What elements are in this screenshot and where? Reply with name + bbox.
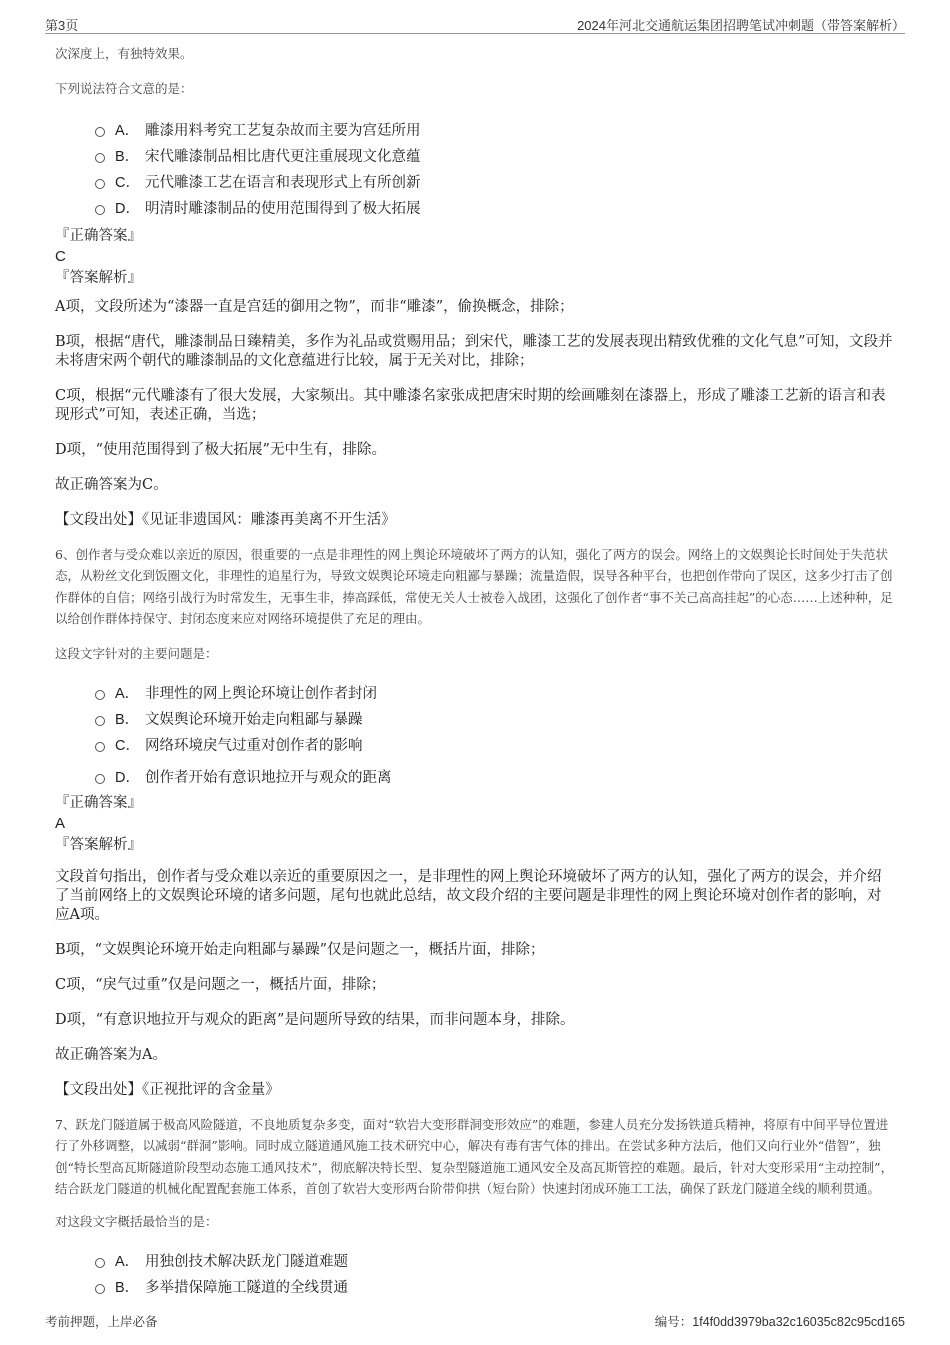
q6-answer: A bbox=[55, 814, 66, 832]
q6-analysis-label: 『答案解析』 bbox=[55, 836, 142, 853]
q6-options bbox=[95, 680, 895, 790]
q6-analysis-main: 文段首句指出，创作者与受众难以亲近的重要原因之一，是非理性的网上舆论环境破坏了两方的认知，强化了两方的误会，并介绍了当前网络上的文娱舆论环境的诸多问题，尾句也就此总结，故文段介绍的主要问题是非理性的网上舆论环境对创作者的影响，对应A项。 bbox=[55, 868, 882, 923]
q5-options bbox=[95, 117, 895, 221]
q5-source: 【文段出处】《见证非遗国风：雕漆再美离不开生活》 bbox=[55, 511, 396, 528]
q5-analysis-b: B项，根据“唐代，雕漆制品日臻精美，多作为礼品或赏赐用品；到宋代，雕漆工艺的发展表现出精致优雅的文化气息”可知，文段并未将唐宋两个朝代的雕漆制品的文化意蕴进行比较，属于无关对比，排除； bbox=[55, 333, 893, 369]
q6-option-b[interactable]: B． 文娱舆论环境开始走向粗鄙与暴躁 bbox=[95, 706, 895, 732]
q7-options bbox=[95, 1248, 895, 1300]
document-content bbox=[55, 40, 895, 1300]
q6-analysis-d: D项，“有意识地拉开与观众的距离”是问题所导致的结果，而非问题本身，排除。 bbox=[55, 1011, 575, 1028]
radio-icon[interactable] bbox=[95, 742, 105, 752]
radio-icon[interactable] bbox=[95, 774, 105, 784]
q5-stem-tail: 次深度上，有独特效果。 bbox=[55, 46, 193, 61]
q5-option-a[interactable]: A． 雕漆用料考究工艺复杂故而主要为宫廷所用 bbox=[95, 117, 895, 143]
radio-icon[interactable] bbox=[95, 716, 105, 726]
document-title: 2024年河北交通航运集团招聘笔试冲刺题（带答案解析） bbox=[577, 18, 905, 33]
q5-analysis-a: A项，文段所述为“漆器一直是宫廷的御用之物”，而非“雕漆”，偷换概念，排除； bbox=[55, 298, 574, 315]
q6-stem: 6、创作者与受众难以亲近的原因，很重要的一点是非理性的网上舆论环境破坏了两方的认知，强化了两方的误会。网络上的文娱舆论长时间处于失范状态，从粉丝文化到饭圈文化，非理性的追星行为，导致文娱舆论环境走向粗鄙与暴躁；流量造假，误导各种平台，也把创作带向了误区，这多少打击了创作群体的自信；网络引战行为时常发生，无事生非，捧高踩低，常使无关人士被卷入战团，这强化了创作者“事不关己高高挂起”的心态……上述种种，足以给创作群体持保守、封闭态度来应对网络环境提供了充足的理由。 bbox=[55, 546, 893, 626]
q7-option-a[interactable]: A． 用独创技术解决跃龙门隧道难题 bbox=[95, 1248, 895, 1274]
radio-icon[interactable] bbox=[95, 690, 105, 700]
footer-slogan: 考前押题，上岸必备 bbox=[45, 1315, 158, 1329]
q6-prompt: 这段文字针对的主要问题是： bbox=[55, 645, 218, 661]
q6-analysis-c: C项，“戾气过重”仅是问题之一，概括片面，排除； bbox=[55, 976, 386, 993]
q6-option-a[interactable]: A． 非理性的网上舆论环境让创作者封闭 bbox=[95, 680, 895, 706]
q5-option-c[interactable]: C． 元代雕漆工艺在语言和表现形式上有所创新 bbox=[95, 169, 895, 195]
q5-answer: C bbox=[55, 247, 66, 265]
q5-prompt: 下列说法符合文意的是： bbox=[55, 80, 193, 96]
q5-analysis-c: C项，根据“元代雕漆有了很大发展，大家频出。其中雕漆名家张成把唐宋时期的绘画雕刻在漆器上，形成了雕漆工艺新的语言和表现形式”可知，表述正确，当选； bbox=[55, 387, 886, 423]
page-number: 第3页 bbox=[45, 18, 79, 33]
radio-icon[interactable] bbox=[95, 1258, 105, 1268]
q6-analysis-b: B项，“文娱舆论环境开始走向粗鄙与暴躁”仅是问题之一，概括片面，排除； bbox=[55, 941, 545, 958]
page-header bbox=[45, 13, 905, 34]
q6-option-c[interactable]: C． 网络环境戾气过重对创作者的影响 bbox=[95, 732, 895, 758]
q6-answer-label: 『正确答案』 bbox=[55, 794, 142, 811]
radio-icon[interactable] bbox=[95, 127, 105, 137]
radio-icon[interactable] bbox=[95, 1284, 105, 1294]
q5-option-d[interactable]: D． 明清时雕漆制品的使用范围得到了极大拓展 bbox=[95, 195, 895, 221]
q5-analysis-label: 『答案解析』 bbox=[55, 269, 142, 286]
q5-answer-label: 『正确答案』 bbox=[55, 227, 142, 244]
radio-icon[interactable] bbox=[95, 205, 105, 215]
q6-option-d[interactable]: D． 创作者开始有意识地拉开与观众的距离 bbox=[95, 764, 895, 790]
q5-option-b[interactable]: B． 宋代雕漆制品相比唐代更注重展现文化意蕴 bbox=[95, 143, 895, 169]
q5-conclusion: 故正确答案为C。 bbox=[55, 476, 168, 493]
radio-icon[interactable] bbox=[95, 179, 105, 189]
q7-option-b[interactable]: B． 多举措保障施工隧道的全线贯通 bbox=[95, 1274, 895, 1300]
q7-stem: 7、跃龙门隧道属于极高风险隧道，不良地质复杂多变，面对“软岩大变形群洞变形效应”的难题，参建人员充分发扬铁道兵精神，将原有中间平导位置进行了外移调整，以减弱“群洞”影响。同时成立隧道通风施工技术研究中心，解决有毒有害气体的排出。在尝试多种方法后，他们又向行业外“借智”，独创“特长型高瓦斯隧道阶段型动态施工通风技术”，彻底解决特长型、复杂型隧道施工通风安全及高瓦斯管控的难题。最后，针对大变形采用“主动控制”，结合跃龙门隧道的机械化配置配套施工体系，首创了软岩大变形两台阶带仰拱（短台阶）快速封闭成环施工工法，确保了跃龙门隧道全线的顺利贯通。 bbox=[55, 1116, 894, 1196]
q7-prompt: 对这段文字概括最恰当的是： bbox=[55, 1213, 218, 1229]
document-id: 编号：1f4f0dd3979ba32c16035c82c95cd165 bbox=[654, 1315, 905, 1329]
radio-icon[interactable] bbox=[95, 153, 105, 163]
q6-conclusion: 故正确答案为A。 bbox=[55, 1046, 167, 1063]
q5-analysis-d: D项，“使用范围得到了极大拓展”无中生有，排除。 bbox=[55, 441, 386, 458]
q6-source: 【文段出处】《正视批评的含金量》 bbox=[55, 1081, 280, 1098]
